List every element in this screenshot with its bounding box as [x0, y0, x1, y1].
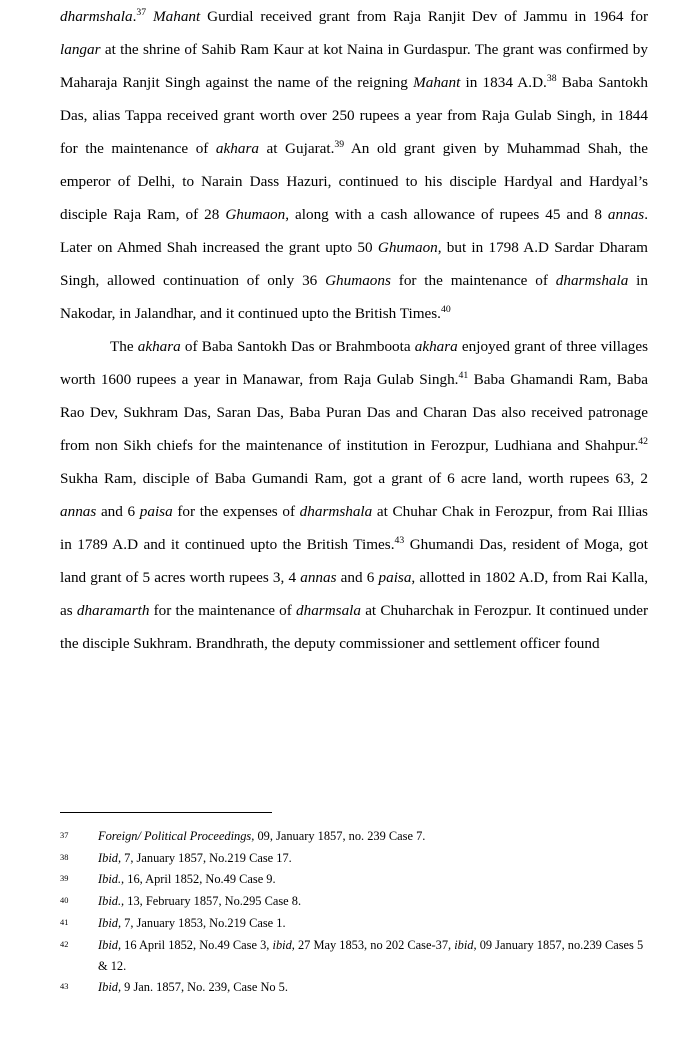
body-paragraph: dharmshala.$^{37}$ Mahant Gurdial received grant from Raja Ranjit Dev of Jammu in 1964 for langar at the shrine of Sahib Ram Kaur at kot Naina in Gurdaspur. The grant was confirmed by Maharaja Ranjit Singh against the name of the reigning Mahant in 1834 A.D.$^{38}$ Baba Santokh Das, alias Tappa received grant worth over 250 rupees a year from Raja Gulab Singh, in 1844 for the maintenance of akhara at Gujarat.$^{39}$ An old grant given by Muhammad Shah, the emperor of Delhi, to Narain Dass Hazuri, continued to his disciple Hardyal and Hardyal’s disciple Raja Ram, of 28 Ghumaon, along with a cash allowance of rupees 45 and 8 annas. Later on Ahmed Shah increased the grant upto 50 Ghumaon, but in 1798 A.D Sardar Dharam Singh, allowed continuation of only 36 Ghumaons for the maintenance of dharmshala in Nakodar, in Jalandhar, and it continued upto the British Times.$^{40}$ — [60, 6, 649, 322]
footnote-item — [60, 891, 648, 912]
page-body-text — [60, 0, 648, 660]
footnote-text: Ibid, 7, January 1853, No.219 Case 1. — [98, 915, 286, 930]
footnote-number: 42 — [60, 939, 69, 949]
footnote-number: 43 — [60, 982, 69, 992]
footnote-item — [60, 913, 648, 934]
footnote-text: Foreign/ Political Proceedings, 09, January 1857, no. 239 Case 7. — [98, 829, 426, 843]
footnote-item — [60, 826, 648, 847]
body-paragraph: The akhara of Baba Santokh Das or Brahmboota akhara enjoyed grant of three villages worth 1600 rupees a year in Manawar, from Raja Gulab Singh.$^{41}$ Baba Ghamandi Ram, Baba Rao Dev, Sukhram Das, Saran Das, Baba Puran Das and Charan Das also received patronage from non Sikh chiefs for the maintenance of institution in Ferozpur, Ludhiana and Shahpur.$^{42}$ Sukha Ram, disciple of Baba Gumandi Ram, got a grant of 6 acre land, worth rupees 63, 2 annas and 6 paisa for the expenses of dharmshala at Chuhar Chak in Ferozpur, from Rai Illias in 1789 A.D and it continued upto the British Times.$^{43}$ Ghumandi Das, resident of Moga, got land grant of 5 acres worth rupees 3, 4 annas and 6 paisa, allotted in 1802 A.D, from Rai Kalla, as dharamarth for the maintenance of dharmsala at Chuharchak in Ferozpur. It continued under the disciple Sukhram. Brandhrath, the deputy commissioner and settlement officer found — [60, 338, 649, 652]
footnote-number: 38 — [60, 852, 69, 862]
footnote-number: 37 — [60, 831, 69, 840]
footnote-text: Ibid., 13, February 1857, No.295 Case 8. — [98, 894, 302, 909]
footnote-text: Ibid, 9 Jan. 1857, No. 239, Case No 5. — [98, 980, 288, 995]
footnote-item — [60, 935, 648, 977]
footnote-text: Ibid., 16, April 1852, No.49 Case 9. — [98, 872, 276, 887]
footnote-item — [60, 977, 648, 998]
footnote-number: 41 — [60, 917, 69, 927]
footnote-item — [60, 869, 648, 890]
footnote-number: 40 — [60, 896, 69, 906]
footnote-number: 39 — [60, 874, 69, 884]
footnote-separator-rule — [60, 812, 272, 813]
footnote-text: Ibid, 7, January 1857, No.219 Case 17. — [98, 850, 292, 865]
footnotes-section — [60, 826, 648, 999]
footnote-item — [60, 848, 648, 869]
footnote-text: Ibid, 16 April 1852, No.49 Case 3, ibid, 27 May 1853, no 202 Case-37, ibid, 09 January 1857, no.239 Cases 5 & 12. — [98, 937, 644, 973]
